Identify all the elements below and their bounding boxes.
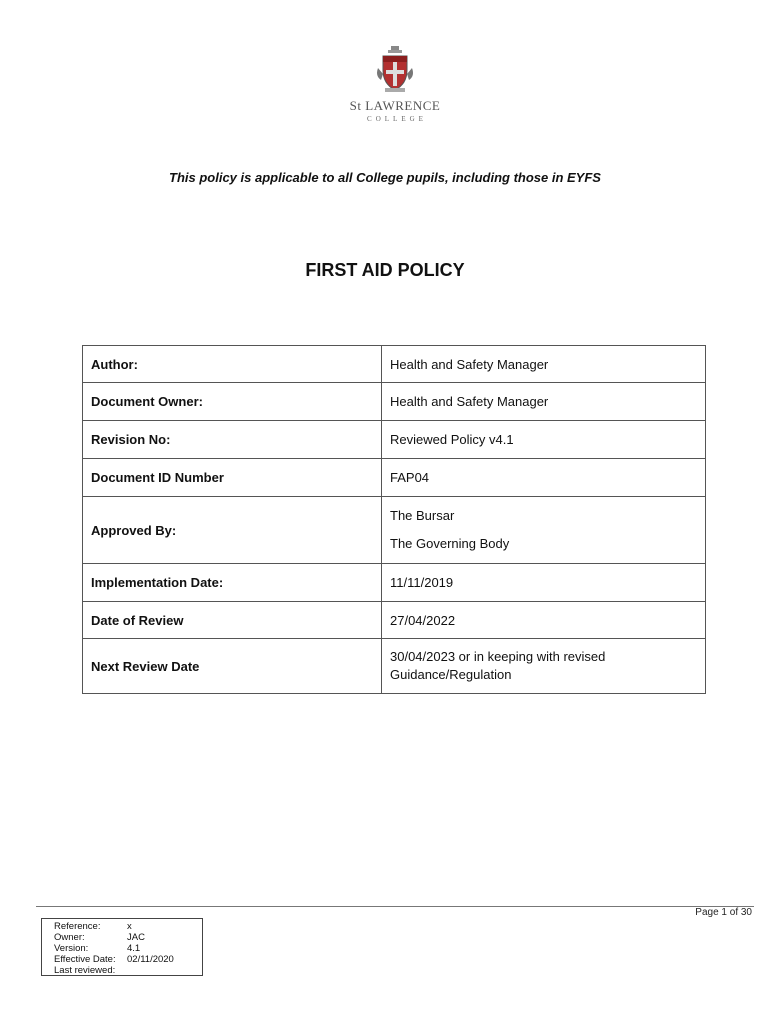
row-label: Revision No:	[83, 421, 382, 459]
row-value: FAP04	[382, 459, 706, 497]
row-label: Next Review Date	[83, 639, 382, 694]
page-title: FIRST AID POLICY	[305, 260, 465, 280]
approver: The Governing Body	[390, 536, 510, 551]
page-number: Page 1 of 30	[695, 907, 752, 918]
table-row	[83, 459, 706, 497]
row-label: Author:	[83, 346, 382, 383]
table-row	[83, 639, 706, 694]
reference-value: JAC	[127, 932, 145, 943]
row-label: Date of Review	[83, 602, 382, 639]
document-info-table	[82, 345, 706, 694]
college-logo	[340, 46, 450, 123]
reference-row	[54, 921, 202, 932]
reference-row	[54, 932, 202, 943]
row-value	[382, 497, 706, 564]
table-row	[83, 383, 706, 421]
approver: The Bursar	[390, 508, 455, 523]
row-value: Health and Safety Manager	[382, 346, 706, 383]
table-row	[83, 497, 706, 564]
row-label: Document Owner:	[83, 383, 382, 421]
reference-box	[41, 918, 203, 976]
reference-label: Effective Date:	[54, 954, 116, 965]
reference-value: x	[127, 921, 132, 932]
row-label: Document ID Number	[83, 459, 382, 497]
footer-divider	[36, 906, 754, 907]
reference-label: Version:	[54, 943, 89, 954]
college-name: St LAWRENCE	[349, 98, 441, 113]
reference-label: Last reviewed:	[54, 965, 116, 976]
reference-value: 02/11/2020	[127, 954, 174, 965]
row-value: 11/11/2019	[382, 564, 706, 602]
reference-label: Reference:	[54, 921, 101, 932]
reference-label: Owner:	[54, 932, 85, 943]
row-value: Reviewed Policy v4.1	[382, 421, 706, 459]
row-value: Health and Safety Manager	[382, 383, 706, 421]
reference-row	[54, 965, 202, 976]
applicability-statement: This policy is applicable to all College pupils, including those in EYFS	[169, 170, 601, 185]
row-label: Implementation Date:	[83, 564, 382, 602]
table-row	[83, 346, 706, 383]
college-crest-icon	[375, 46, 415, 94]
table-row	[83, 421, 706, 459]
reference-row	[54, 943, 202, 954]
row-value: 30/04/2023 or in keeping with revised Guidance/Regulation	[382, 639, 706, 694]
reference-row	[54, 954, 202, 965]
table-row	[83, 602, 706, 639]
row-label: Approved By:	[83, 497, 382, 564]
table-row	[83, 564, 706, 602]
row-value: 27/04/2022	[382, 602, 706, 639]
college-subtitle: COLLEGE	[367, 115, 427, 123]
reference-value: 4.1	[127, 943, 141, 954]
